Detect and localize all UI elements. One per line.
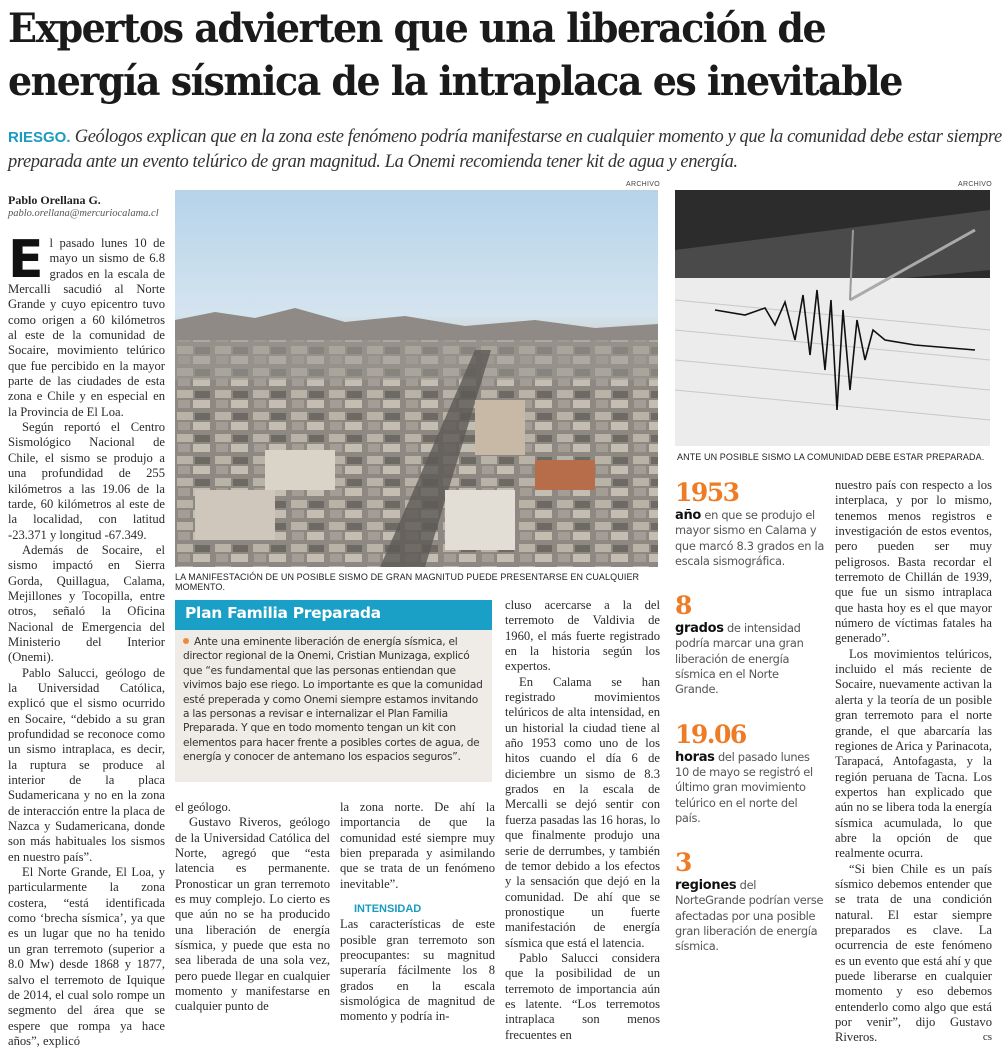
box-title: Plan Familia Preparada	[175, 600, 492, 630]
article-column-3	[340, 800, 495, 1024]
deck-kicker: RIESGO.	[8, 129, 71, 146]
paragraph: Pablo Salucci considera que la posibilidad de un terremoto de importancia aún es latente. “Los terremotos intraplaca son menos frecuentes en	[505, 950, 660, 1042]
stat-text: en que se produjo el mayor sismo en Calama y que marcó 8.3 grados en la escala sismográfica.	[675, 508, 825, 568]
article-column-2	[175, 800, 330, 1014]
deck-text: Geólogos explican que en la zona este fenómeno podría manifestarse en cualquier momento y que la comunidad debe estar siempre preparada ante un evento telúrico de gran magnitud. La Onemi recomienda tener kit de agua y energía.	[8, 127, 1002, 172]
paragraph: nuestro país con respecto a los interplaca, y por lo mismo, tenemos menos registros e investigación de estos eventos, pero pueden ser muy peligrosos. Basta recordar el terremoto de Chillán de 1939, que fue un sismo intraplaca que hasta hoy es el que mayor número de víctimas fatales ha generado”.	[835, 478, 992, 646]
box-body-text: Ante una eminente liberación de energía sísmica, el director regional de la Onemi, Cristian Munizaga, explicó que “es fundamental que las personas entiendan que vivimos bajo ese riego. Lo importante es que la comunidad esté preperada y como Onemi siempre estamos invitando a las personas a revisar e internalizar el Plan Familia Preparada. Y que en todo momento tengan un kit con elementos para hacer frente a posibles cortes de agua, de energía y conocer de antemano los espacios seguros”.	[183, 636, 483, 764]
paragraph: El Norte Grande, El Loa, y particularmente la zona costera, “está identificada como ‘brecha sísmica’, ya que es un lugar que no ha tenido un gran terremoto (superior a 8.0 Mw) desde 1868 y 1877, salvo el terremoto de Iquique de 2014, el cual solo rompe un segmento del área que se espere que rompa ya hace años”, explicó	[8, 865, 165, 1048]
end-mark-icon: cs	[982, 1031, 992, 1044]
city-aerial-photo	[175, 190, 658, 567]
byline-author: Pablo Orellana G.	[8, 193, 101, 207]
stat-text: del pasado lunes 10 de mayo se registró el último gran movimiento telúrico en el norte del país.	[675, 749, 813, 825]
paragraph: cluso acercarse a la del terremoto de Valdivia de 1960, el más fuerte registrado en la historia según los expertos.	[505, 598, 660, 674]
stat-text: de intensidad podría marcar una gran liberación de energía sísmica en el Norte Grande.	[675, 621, 804, 697]
stat-item	[675, 720, 825, 826]
city-illustration	[175, 190, 658, 567]
stat-number: 19.06	[675, 719, 746, 749]
stat-label: grados	[675, 621, 724, 637]
paragraph: la zona norte. De ahí la importancia de que la comunidad esté siempre muy bien preparada y asimilando que se trata de un fenómeno inevitable”.	[340, 800, 495, 891]
bullet-icon	[183, 638, 189, 644]
stat-label: año	[675, 508, 702, 523]
photo-credit: ARCHIVO	[958, 181, 992, 188]
stat-item	[675, 848, 825, 954]
deck	[8, 125, 1008, 174]
paragraph: el geólogo.	[175, 800, 231, 814]
paragraph: Los movimientos telúricos, incluido el más reciente de Socaire, nuevamente activan la alerta y la teoría de un posible gran terremoto para el norte grande, el que abarcaría las regiones de Arica y Parinacota, Tarapacá, Antofagasta, y la región peruana de Tacna. Los expertos han explicado que aún no se libera toda la energía sísmica acumulada, lo que abre la opción de que realmente ocurra.	[835, 646, 993, 861]
stat-label: regiones	[675, 878, 737, 894]
article-column-1	[8, 230, 165, 1048]
headline-line-2: energía sísmica de la intraplaca es inevitable	[8, 58, 902, 105]
plan-familia-box	[175, 600, 492, 782]
paragraph: Las características de este posible gran terremoto son preocupantes: su magnitud superaría fácilmente los 8 grados en la escala sismológica de magnitud de momento y podría in-	[340, 917, 495, 1024]
stat-number: 1953	[675, 478, 739, 507]
stat-item	[675, 591, 825, 697]
seismograph-photo-caption: ANTE UN POSIBLE SISMO LA COMUNIDAD DEBE ESTAR PREPARADA.	[677, 452, 985, 462]
stats-column	[675, 478, 825, 977]
article-column-6	[835, 478, 993, 1045]
subhead-intensidad: INTENSIDAD	[354, 903, 422, 916]
headline	[8, 2, 996, 108]
photo-credit: ARCHIVO	[626, 181, 660, 188]
stat-text: del NorteGrande podrían verse afectadas por una posible gran liberación de energía sísmica.	[675, 878, 824, 954]
byline-email[interactable]: pablo.orellana@mercuriocalama.cl	[8, 208, 159, 219]
paragraph: Según reportó el Centro Sismológico Nacional de Chile, el sismo se produjo a una profundidad de 255 kilómetros a las 19.06 de la tarde, 60 kilómetros al este de la localidad, con latitud -23.371 y longitud -67.349.	[8, 420, 165, 542]
seismograph-photo	[675, 190, 990, 446]
stat-number: 3	[675, 848, 691, 878]
drop-cap: E	[8, 230, 44, 290]
city-photo-caption: LA MANIFESTACIÓN DE UN POSIBLE SISMO DE GRAN MAGNITUD PUEDE PRESENTARSE EN CUALQUIER MOMENTO.	[175, 572, 640, 592]
stat-number: 8	[675, 591, 691, 621]
paragraph: En Calama se han registrado movimientos telúricos de alta intensidad, en un historial la ciudad tiene al año 1953 como uno de los hitos cuando el día 6 de diciembre un sismo de 8.3 grados en la escala de Mercalli se dejó sentir con fuerza pasadas las 16 horas, lo que finalmente produjo una serie de derrumbes, y también de temor debido a los efectos y la sensación que dejó en la comunidad. De ahí que se pronostique un fuerte manifestación de energía sísmica que está el latencia.	[505, 674, 660, 950]
paragraph: l pasado lunes 10 de mayo un sismo de 6.8 grados en la escala de Mercalli sacudió al Norte Grande y cuyo epicentro tuvo como origen a 60 kilómetros al este de la comunidad de Socaire, movimiento telúrico que fue percibido en la mayor parte de las ciudades de esta zona e Chile y en especial en la Provincia de El Loa.	[8, 236, 165, 419]
seismograph-illustration	[675, 190, 990, 446]
paragraph: “Si bien Chile es un país sísmico debemos entender que se trata de una condición natural. El estar siempre preparados es clave. La ocurrencia de este fenómeno es un evento que está ahí y que puede liberarse en cualquier momento y eso debemos entenderlo como algo que está por venir”, dijo Gustavo Riveros. cs	[835, 861, 992, 1045]
stat-label: horas	[675, 749, 715, 765]
article-column-4	[505, 598, 660, 1042]
paragraph: Además de Socaire, el sismo impactó en Sierra Gorda, Quillagua, Calama, Mejillones y Tocopilla, entre otros, señaló la Oficina Nacional de Emergencia del Ministerio del Interior (Onemi).	[8, 542, 165, 665]
paragraph: Pablo Salucci, geólogo de la Universidad Católica, explicó que el sismo ocurrido en Socaire, “debido a su gran profundidad se reconoce como un sismo intraplaca, es decir, la ruptura se produce al interior de la placa Sudamericana y no en la zona de interacción entre la placa de Nazca y Sudamericana, donde son más habituales los sismos en nuestro país”.	[8, 665, 165, 864]
headline-line-1: Expertos advierten que una liberación de	[8, 5, 826, 52]
paragraph: Gustavo Riveros, geólogo de la Universidad Católica del Norte, agregó que “esta latencia es permanente. Pronosticar un gran terremoto es muy complejo. Lo cierto es que aún no se ha producido una liberación de energía sísmica, y puede que esta no sea liberada de una sola vez, pero puede llegar en cualquier momento y manifestarse en cualquier punto de	[175, 815, 330, 1014]
stat-item	[675, 478, 825, 569]
